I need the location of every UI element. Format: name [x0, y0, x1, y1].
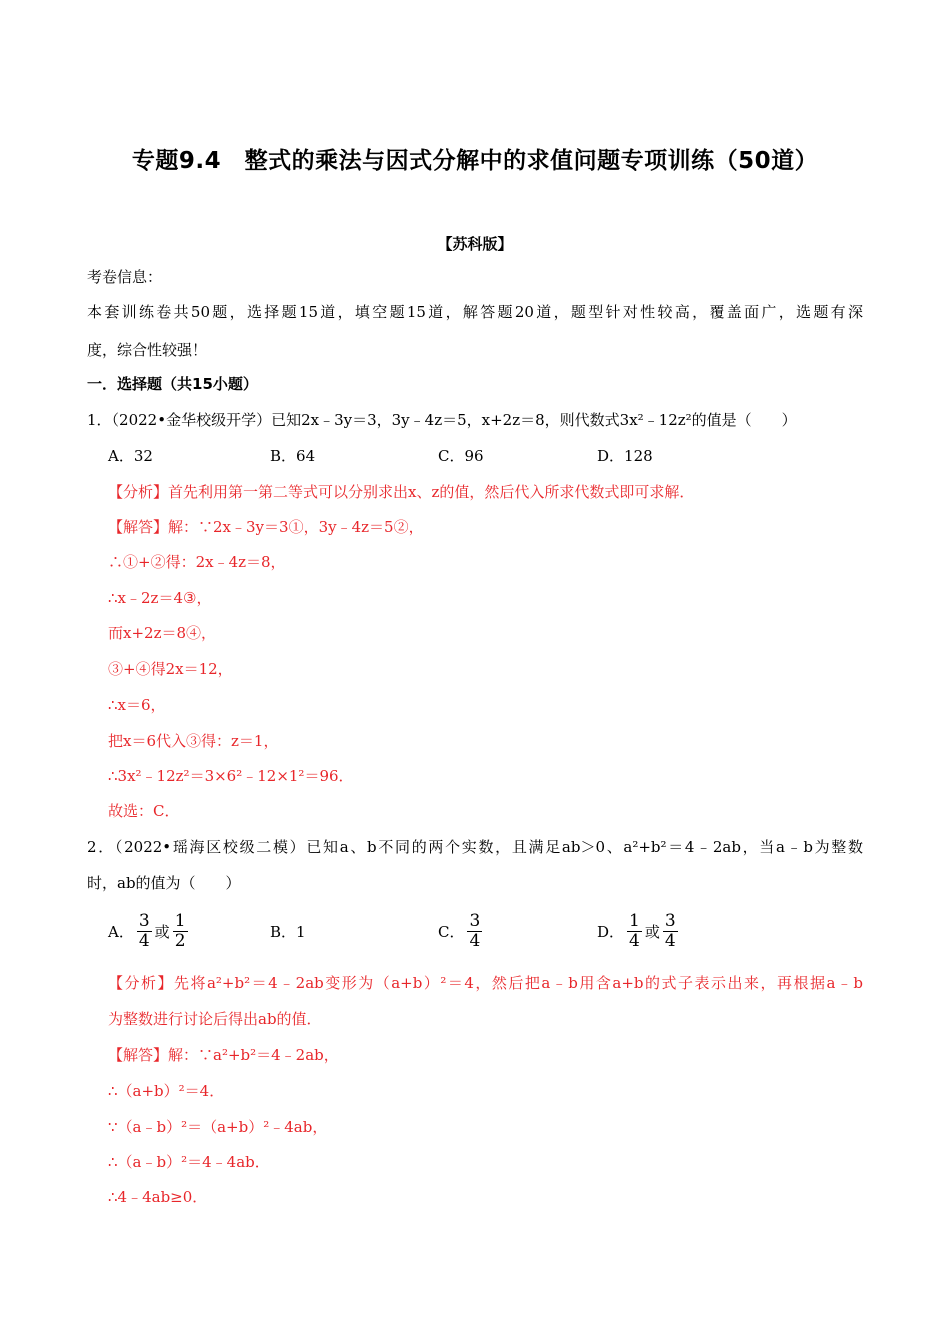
q2-solution-line: ∴（a+b）²＝4． [108, 1082, 225, 1100]
q2-stem-line-2: 时，ab的值为（ ） [87, 874, 241, 892]
fraction: $\frac{3}{4}$ [138, 911, 150, 951]
q1-solution-line: 【解答】解：∵2x﹣3y＝3①，3y﹣4z＝5②， [108, 518, 424, 536]
q1-solution-line: 把x＝6代入③得：z＝1， [108, 732, 279, 750]
q1-solution-line: ③+④得2x＝12， [108, 660, 233, 678]
page-title: 专题9.4 整式的乘法与因式分解中的求值问题专项训练（50道） [131, 148, 819, 174]
fraction: $\frac{3}{4}$ [469, 911, 481, 951]
q2-solution-line: 【解答】解：∵a²+b²＝4﹣2ab， [108, 1046, 339, 1064]
edition-label: 【苏科版】 [437, 235, 513, 253]
q1-solution-line: 而x+2z＝8④， [108, 624, 217, 642]
fraction: $\frac{3}{4}$ [664, 911, 676, 951]
q1-option-c: C．96 [438, 447, 484, 465]
q1-solution-line: ∴3x²﹣12z²＝3×6²﹣12×1²＝96． [108, 767, 354, 785]
q2-stem-line-1: 2．（2022•瑶海区校级二模）已知a、b不同的两个实数，且满足ab＞0、a²+b²＝4﹣2ab，当a﹣b为整数 [87, 838, 863, 856]
q1-solution-line: ∴x﹣2z＝4③， [108, 589, 212, 607]
q1-solution-line: ∴x＝6， [108, 696, 166, 714]
q2-option-c: C． $\frac{3}{4}$ [438, 911, 481, 951]
q2-option-a: A． $\frac{3}{4}$ 或 $\frac{1}{2}$ [108, 911, 186, 951]
q2-option-b: B．1 [270, 923, 306, 941]
q2-option-a-label: A． [108, 922, 134, 941]
q2-solution-line: ∴（a﹣b）²＝4﹣4ab． [108, 1153, 270, 1171]
q1-option-b: B．64 [270, 447, 316, 465]
intro-line-2: 度，综合性较强！ [87, 341, 208, 359]
info-label: 考卷信息： [87, 268, 163, 286]
intro-line-1: 本套训练卷共50题，选择题15道，填空题15道，解答题20道，题型针对性较高，覆盖面广，选题有深 [87, 303, 863, 321]
q1-option-a: A．32 [108, 447, 153, 465]
q2-solution-line: ∴4﹣4ab≥0． [108, 1188, 208, 1206]
q1-analysis: 【分析】首先利用第一第二等式可以分别求出x、z的值，然后代入所求代数式即可求解． [108, 483, 695, 501]
q2-solution-line: ∵（a﹣b）²＝（a+b）²﹣4ab， [108, 1118, 328, 1136]
section-heading: 一．选择题（共15小题） [87, 375, 258, 393]
q1-stem: 1．（2022•金华校级开学）已知2x﹣3y＝3，3y﹣4z＝5，x+2z＝8，则代数式3x²﹣12z²的值是（ ） [87, 411, 797, 429]
q1-solution-line: 故选：C． [108, 802, 180, 820]
q2-analysis-line-2: 为整数进行讨论后得出ab的值． [108, 1010, 322, 1028]
q2-analysis-line-1: 【分析】先将a²+b²＝4﹣2ab变形为（a+b）²＝4，然后把a﹣b用含a+b的式子表示出来，再根据a﹣b [108, 974, 863, 992]
fraction: $\frac{1}{2}$ [174, 911, 186, 951]
fraction: $\frac{1}{4}$ [629, 911, 640, 951]
q2-option-d: D． $\frac{1}{4}$ 或 $\frac{3}{4}$ [597, 911, 676, 951]
q1-option-d: D．128 [597, 447, 653, 465]
q1-solution-line: ∴①+②得：2x﹣4z＝8， [108, 553, 286, 571]
